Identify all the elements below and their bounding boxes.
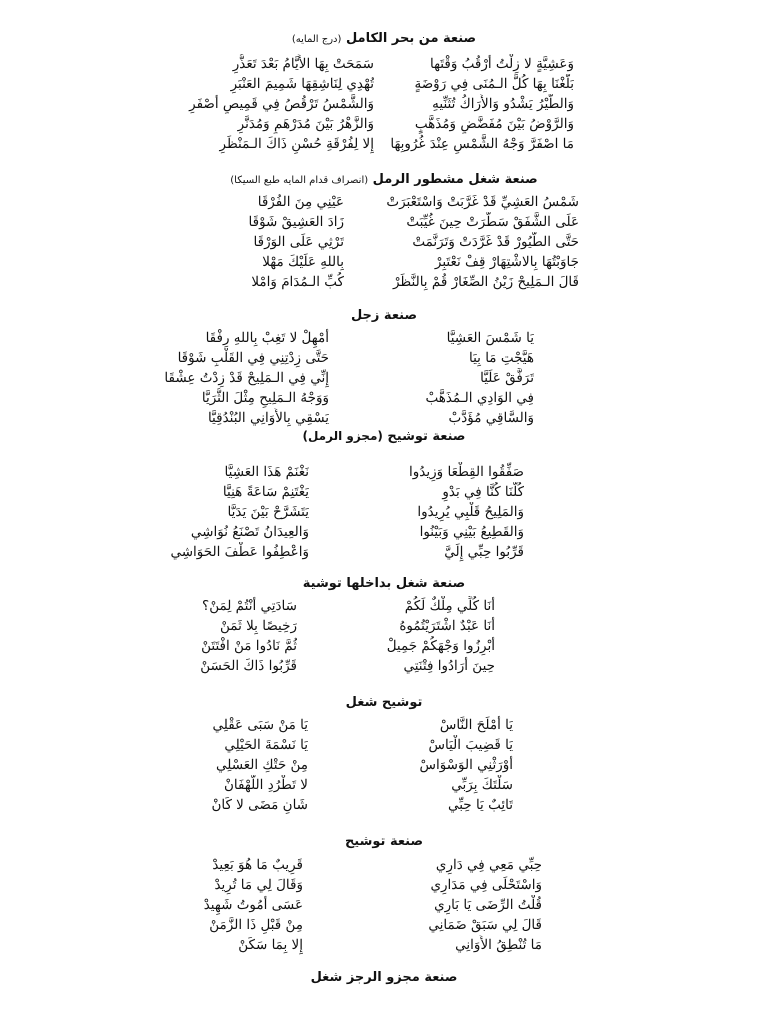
second-hemistich: أَمْهِلْ لا تَغِبْ بِاللهِ رِفْقَا xyxy=(205,330,329,346)
section-majzu-rajaz xyxy=(0,970,768,988)
second-hemistich: بِاللهِ عَلَيْكَ مَهْلا xyxy=(262,254,344,270)
first-hemistich: تَرَفَّقْ عَلَيَّا xyxy=(480,370,534,386)
section-title xyxy=(0,31,768,49)
second-hemistich: ثُمَّ نَادُوا مَنْ افْتَتَنْ xyxy=(201,638,297,654)
title-text: صنعة من بحر الكامل xyxy=(345,31,477,46)
verse-row xyxy=(0,775,768,795)
second-hemistich: سَمَحَتْ بِهَا الأَيَّامُ بَعْدَ تَعَذُّرِ xyxy=(232,56,374,72)
second-hemistich: رَخِيصًا بِلا ثَمَنْ xyxy=(220,618,297,634)
second-hemistich: يَسْقِي بِالأَوَانِي البُنْدُقِيَّا xyxy=(207,410,329,426)
verse-grid xyxy=(0,54,768,154)
section-shughl-tawshiya xyxy=(0,576,768,676)
verse-row xyxy=(0,408,768,428)
first-hemistich: عَلَى الشَّفَقْ سَطَّرَتْ حِينَ غُيِّبَتْ xyxy=(406,214,579,230)
second-hemistich: زَادَ العَشِيقْ شَوْقَا xyxy=(248,214,344,230)
first-hemistich: قَالَ لِي سَبَقْ ضَمَانِي xyxy=(428,917,542,933)
second-hemistich: مِنْ قَبْلِ ذَا الزَّمَنْ xyxy=(209,917,303,933)
first-hemistich: أَنَا عَبْدٌ اشْتَرَيْتُمُوهُ xyxy=(399,618,495,634)
first-hemistich: يَا شَمْسَ العَشِيَّا xyxy=(446,330,534,346)
first-hemistich: قَرِّبُوا حِبِّي إِلَيَّ xyxy=(444,544,524,560)
second-hemistich: تُهْدِي لِنَاشِقِهَا شَمِيمَ العَنْبَرِ xyxy=(230,76,374,92)
second-hemistich: نَغْنَمْ هَذَا العَشِيَّا xyxy=(224,464,309,480)
first-hemistich: بَلَّغْنَا بِهَا كُلَّ الـمُنَى فِي رَوْضَةٍ xyxy=(414,76,574,92)
verse-row xyxy=(0,656,768,676)
verse-row xyxy=(0,875,768,895)
verse-row xyxy=(0,596,768,616)
verse-row xyxy=(0,935,768,955)
second-hemistich: إِلا بِمَا سَكَنْ xyxy=(238,937,303,953)
second-hemistich: إِلا لِفُرْقَةِ حُسْنِ ذَاكَ الـمَنْظَرِ xyxy=(219,136,374,152)
verse-row xyxy=(0,134,768,154)
section-tawshih-shughl xyxy=(0,695,768,815)
second-hemistich: كُبِّ الـمُدَامَ وَامْلا xyxy=(251,274,344,290)
title-text: صنعة شغل مشطور الرمل xyxy=(372,172,538,187)
second-hemistich: قَرِّبُوا ذَاكَ الحَسَنْ xyxy=(200,658,297,674)
first-hemistich: حِينَ أَرَادُوا فِتْنَتِي xyxy=(403,658,495,674)
verse-row xyxy=(0,482,768,502)
verse-row xyxy=(0,502,768,522)
first-hemistich: هَيَّجْتِ مَا بِيَا xyxy=(468,350,534,366)
verse-row xyxy=(0,54,768,74)
first-hemistich: وَعَشِيَّةٍ لا زِلْتُ أَرْقُبُ وَقْتَها xyxy=(429,56,574,72)
verse-row xyxy=(0,272,768,292)
verse-grid xyxy=(0,855,768,955)
verse-row xyxy=(0,328,768,348)
verse-row xyxy=(0,114,768,134)
title-text: صنعة توشيح xyxy=(344,834,424,849)
title-text: صنعة مجزو الرجز شغل xyxy=(310,970,458,985)
second-hemistich: يَتَشَرَّحْ بَيْنَ يَدَيَّا xyxy=(227,504,309,520)
verse-row xyxy=(0,735,768,755)
first-hemistich: وَالرَّوْضُ بَيْنَ مُفَضَّضٍ وَمُذَهَّبٍ xyxy=(414,116,574,132)
first-hemistich: قَالَ الـمَلِيحْ زَيْنُ الصِّغَارْ قُمْ بِالنَّظَرْ xyxy=(392,274,579,290)
verse-grid xyxy=(0,328,768,428)
second-hemistich: عَسَى أَمُوتُ شَهِيدْ xyxy=(203,897,303,913)
first-hemistich: أَبْرِزُوا وَجْهَكُمْ جَمِيلْ xyxy=(386,638,495,654)
second-hemistich: وَاعْطِفُوا عَطْفَ الحَوَاشِي xyxy=(170,544,309,560)
second-hemistich: عَيْنِي مِنَ الفُرْقَا xyxy=(257,194,344,210)
first-hemistich: حِبِّي مَعِي فِي دَارِي xyxy=(435,857,542,873)
first-hemistich: جَاوَبْتُهَا بِالاشْتِهَارْ قِفْ نَعْتَبِرْ xyxy=(434,254,579,270)
second-hemistich: يَا مَنْ سَبَى عَقْلِي xyxy=(212,717,308,733)
verse-grid xyxy=(0,462,768,562)
second-hemistich: وَالعِيدَانُ تَصْنَعُ نُوَاشِي xyxy=(190,524,309,540)
section-kamil xyxy=(0,31,768,154)
section-zajal xyxy=(0,308,768,428)
title-text: صنعة زجل xyxy=(350,308,418,323)
first-hemistich: مَا تُنْطِقُ الأَوَانِي xyxy=(455,937,542,953)
section-title xyxy=(0,576,768,594)
verse-row xyxy=(0,715,768,735)
first-hemistich: وَالمَلِيحُ قَلْبِي يُرِيدُوا xyxy=(417,504,524,520)
second-hemistich: وَالشَّمْسُ تَرْقُصُ فِي قَمِيصٍ أَصْفَرِ xyxy=(189,96,374,112)
second-hemistich: شَانِ مَضَى لا كَانْ xyxy=(211,797,308,813)
first-hemistich: يَا أَمْلَحَ النَّاسْ xyxy=(439,717,513,733)
first-hemistich: وَالسَّاقِي مُؤَدَّبْ xyxy=(448,410,534,426)
second-hemistich: وَوَجْهُ الـمَلِيحِ مِثْلَ الثُّرَيَّا xyxy=(201,390,329,406)
verse-row xyxy=(0,542,768,562)
verse-row xyxy=(0,755,768,775)
first-hemistich: حَتَّى الطُّيُورْ قَدْ غَرَّدَتْ وَتَرَنَّمَتْ xyxy=(412,234,579,250)
second-hemistich: حَتَّى زِدْتِنِي فِي القَلْبِ شَوْقَا xyxy=(177,350,329,366)
section-tawshih xyxy=(0,834,768,955)
second-hemistich: يَا نَسْمَةَ الحَيْلِي xyxy=(224,737,308,753)
first-hemistich: وَالقَطِيعُ بَيْنِي وَبَيْنُوا xyxy=(419,524,524,540)
verse-row xyxy=(0,348,768,368)
verse-row xyxy=(0,192,768,212)
title-text: توشيح شغل xyxy=(345,695,423,710)
first-hemistich: مَا اصْفَرَّ وَجْهُ الشَّمْسِ عِنْدَ غُرُوبِهَا xyxy=(390,136,574,152)
first-hemistich: أَنَا كُلِّي مِلْكٌ لَكُمْ xyxy=(404,598,495,614)
verse-row xyxy=(0,636,768,656)
second-hemistich: إِنِّي فِي الـمَلِيحْ قَدْ زِدْتُ عِشْقَا xyxy=(164,370,329,386)
verse-grid xyxy=(0,715,768,815)
second-hemistich: تَرْثِي عَلَى الوَرْقَا xyxy=(253,234,344,250)
second-hemistich: وَقَالَ لِي مَا تُرِيدْ xyxy=(214,877,303,893)
first-hemistich: قُلْتُ الرِّضَى يَا بَارِي xyxy=(434,897,542,913)
second-hemistich: مِنْ حَتْكِ العَسْلِي xyxy=(215,757,308,773)
section-title xyxy=(0,970,768,988)
verse-row xyxy=(0,388,768,408)
second-hemistich: سَادَتِي أَنْتُمْ لِمَنْ؟ xyxy=(202,598,297,614)
second-hemistich: يَغْتَنِمْ سَاعَةً هَنِيَّا xyxy=(222,484,309,500)
title-note: (انصراف قدام المايه طبع السيكا) xyxy=(230,175,369,186)
second-hemistich: وَالزَّهْرُ بَيْنَ مُدَرْهَمٍ وَمُدَنَّرِ xyxy=(237,116,374,132)
title-note: (درج المايه) xyxy=(291,34,342,45)
first-hemistich: وَالطَّيْرُ يَشْدُو وَالأَرَاكُ تُثَنِّيهِ xyxy=(432,96,574,112)
verse-row xyxy=(0,462,768,482)
verse-grid xyxy=(0,192,768,292)
first-hemistich: صَفِّقُوا القِطْعَا وَزِيدُوا xyxy=(409,464,524,480)
verse-row xyxy=(0,795,768,815)
verse-grid xyxy=(0,596,768,676)
section-ramal-shatr xyxy=(0,172,768,292)
section-title xyxy=(0,695,768,713)
first-hemistich: فِي الوَادِي الـمُذَهَّبْ xyxy=(425,390,534,406)
verse-row xyxy=(0,895,768,915)
title-text: صنعة شغل بداخلها توشية xyxy=(302,576,466,591)
section-title xyxy=(0,834,768,852)
first-hemistich: وَاسْتَحْلَى فِي مَدَارِي xyxy=(430,877,542,893)
first-hemistich: يَا قَضِيبَ الْيَاسْ xyxy=(428,737,513,753)
verse-row xyxy=(0,74,768,94)
first-hemistich: شَمْسُ العَشِيِّ قَدْ غَرَّبَتْ وَاسْتَعْبَرَتْ xyxy=(386,194,579,210)
verse-row xyxy=(0,368,768,388)
first-hemistich: أَوْرَثْنِي الوَسْوَاسْ xyxy=(419,757,513,773)
verse-row xyxy=(0,212,768,232)
first-hemistich: تَائِبٌ يَا حِبِّي xyxy=(447,797,513,813)
verse-row xyxy=(0,252,768,272)
title-text: صنعة توشيح xyxy=(387,429,466,444)
section-title xyxy=(0,172,768,190)
section-tawshih-ramal xyxy=(0,428,768,562)
first-hemistich: كُلُّنَا كُنَّا فِي بَدْوِ xyxy=(442,484,524,500)
verse-row xyxy=(0,232,768,252)
verse-row xyxy=(0,616,768,636)
verse-row xyxy=(0,94,768,114)
first-hemistich: سَلْتَكَ بِرَبِّي xyxy=(451,777,513,793)
title-note: (مجزو الرمل) xyxy=(302,429,383,443)
second-hemistich: قَرِيبٌ مَا هُوَ بَعِيدْ xyxy=(212,857,303,873)
second-hemistich: لا تَطْرُدِ اللَّهْفَانْ xyxy=(224,777,308,793)
verse-row xyxy=(0,522,768,542)
verse-row xyxy=(0,915,768,935)
section-title xyxy=(0,428,768,446)
section-title xyxy=(0,308,768,326)
verse-row xyxy=(0,855,768,875)
